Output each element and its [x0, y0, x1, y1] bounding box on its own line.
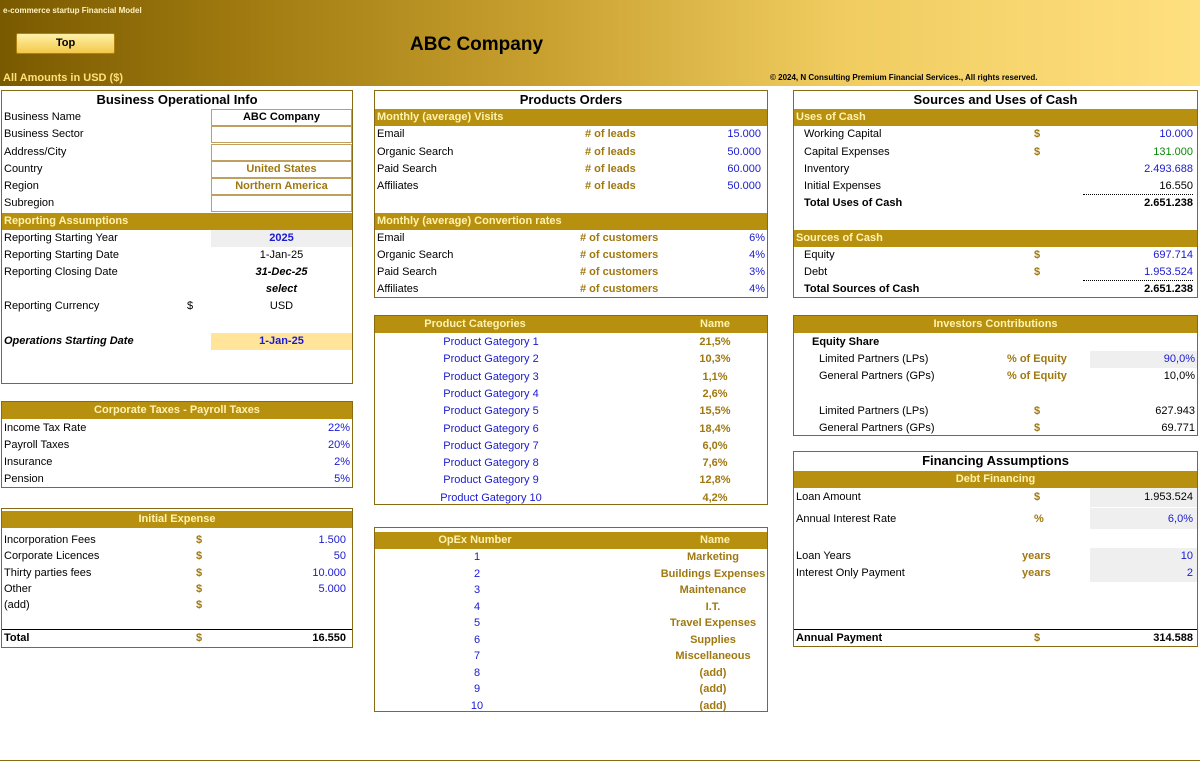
lp-share-unit: % of Equity	[1007, 353, 1067, 365]
total-symbol: $	[196, 632, 203, 644]
gp-amount-value: 69.771	[1161, 422, 1195, 434]
total-uses-label: Total Uses of Cash	[804, 197, 903, 209]
category-name[interactable]: Product Gategory 4	[443, 387, 539, 400]
opex-name[interactable]: Marketing	[687, 551, 739, 563]
visits-affiliates-label: Affiliates	[377, 180, 419, 192]
interest-rate-label: Annual Interest Rate	[796, 513, 897, 525]
business-sector-label: Business Sector	[4, 128, 84, 140]
lp-amount-label: Limited Partners (LPs)	[819, 405, 929, 417]
products-orders-title: Products Orders	[519, 92, 623, 107]
opex-header	[375, 532, 767, 549]
interest-rate-value: 6,0%	[1167, 513, 1193, 525]
conv-affiliates-label: Affiliates	[377, 283, 419, 295]
category-name[interactable]: Product Gategory 5	[443, 405, 539, 418]
opex-col-header: OpEx Number	[438, 534, 512, 546]
country-value: United States	[246, 163, 317, 175]
opex-number: 4	[473, 600, 481, 613]
uses-bar: Uses of Cash	[794, 109, 1197, 126]
initial-expenses-label: Initial Expenses	[804, 180, 882, 192]
opex-name[interactable]: Miscellaneous	[675, 650, 751, 662]
taxes-panel	[1, 401, 353, 488]
interest-only-value: 2	[1186, 567, 1193, 579]
financing-panel	[793, 451, 1198, 647]
opex-name[interactable]: (add)	[699, 699, 727, 712]
total-value: 16.550	[312, 632, 346, 644]
reporting-currency-value: USD	[269, 300, 294, 312]
product-categories-panel	[374, 315, 768, 505]
loan-amount-unit: $	[1034, 491, 1041, 503]
incorporation-fees-value[interactable]: 1.500	[318, 534, 346, 546]
categories-header	[375, 316, 767, 333]
country-label: Country	[4, 163, 43, 175]
conv-paid-unit: # of customers	[580, 266, 659, 278]
opex-number: 5	[473, 617, 481, 629]
visits-paid-unit: # of leads	[585, 163, 636, 175]
debt-label: Debt	[804, 266, 828, 278]
insurance-value[interactable]: 2%	[334, 456, 350, 468]
category-name[interactable]: Product Gategory 10	[440, 491, 542, 504]
top-button[interactable]: Top	[16, 33, 115, 54]
reporting-start-label: Reporting Starting Date	[4, 249, 119, 261]
gp-share-value: 10,0%	[1163, 370, 1195, 382]
company-title: ABC Company	[410, 34, 544, 55]
total-label: Total	[4, 632, 30, 644]
equity-label: Equity	[804, 249, 835, 261]
debt-symbol: $	[1034, 266, 1041, 278]
reporting-year-value: 2025	[269, 232, 294, 244]
reporting-year-label: Reporting Starting Year	[4, 232, 118, 244]
business-name-label: Business Name	[4, 111, 82, 123]
equity-share-label: Equity Share	[812, 336, 880, 348]
debt-value: 1.953.524	[1083, 264, 1193, 281]
opex-name-header: Name	[700, 534, 730, 546]
operations-start-label: Operations Starting Date	[4, 335, 134, 347]
category-share: 4,2%	[702, 491, 728, 504]
currency-symbol: $	[187, 300, 194, 312]
conv-organic-unit: # of customers	[580, 249, 659, 261]
sources-uses-title: Sources and Uses of Cash	[913, 92, 1078, 107]
add-expense-label: (add)	[4, 599, 30, 611]
conv-email-value[interactable]: 6%	[749, 232, 765, 244]
currency-note: All Amounts in USD ($)	[3, 72, 123, 84]
initial-expense-panel	[1, 508, 353, 648]
category-share: 15,5%	[699, 405, 731, 418]
income-tax-label: Income Tax Rate	[4, 422, 87, 434]
financing-title: Financing Assumptions	[922, 453, 1069, 468]
investors-title: Investors Contributions	[794, 316, 1197, 333]
category-name[interactable]: Product Gategory 9	[443, 474, 539, 487]
category-share: 1,1%	[702, 370, 728, 383]
app-title: e-commerce startup Financial Model	[3, 6, 142, 15]
income-tax-value[interactable]: 22%	[327, 422, 350, 434]
equity-symbol: $	[1034, 249, 1041, 261]
lp-amount-value: 627.943	[1155, 405, 1195, 417]
business-info-panel	[1, 90, 353, 384]
region-value: Northern America	[235, 180, 328, 192]
opex-name[interactable]: (add)	[699, 666, 727, 679]
visits-email-unit: # of leads	[585, 128, 636, 140]
subregion-label: Subregion	[4, 197, 55, 209]
capital-expenses-label: Capital Expenses	[804, 146, 890, 158]
third-party-fees-symbol: $	[196, 567, 203, 579]
capital-expenses-symbol: $	[1034, 146, 1041, 158]
business-sector-value	[211, 126, 352, 143]
opex-name[interactable]: Buildings Expenses	[660, 567, 766, 580]
business-name-value: ABC Company	[242, 111, 320, 123]
annual-payment-unit: $	[1034, 632, 1041, 644]
category-share: 6,0%	[702, 439, 728, 452]
conv-organic-value[interactable]: 4%	[749, 249, 765, 261]
sources-uses-panel	[793, 90, 1198, 298]
corporate-licences-symbol: $	[196, 550, 203, 562]
investors-panel	[793, 315, 1198, 436]
total-separator	[2, 629, 352, 630]
visits-paid-value[interactable]: 60.000	[727, 163, 761, 175]
sources-bar: Sources of Cash	[794, 230, 1197, 247]
category-name[interactable]: Product Gategory 6	[443, 422, 539, 435]
taxes-title: Corporate Taxes - Payroll Taxes	[2, 402, 352, 419]
conversion-bar: Monthly (average) Convertion rates	[375, 213, 767, 230]
visits-email-label: Email	[377, 128, 405, 140]
reporting-currency-label: Reporting Currency	[4, 300, 100, 312]
total-sources-label: Total Sources of Cash	[804, 283, 920, 295]
lp-share-label: Limited Partners (LPs)	[819, 353, 929, 365]
conv-affiliates-value[interactable]: 4%	[749, 283, 765, 295]
visits-organic-unit: # of leads	[585, 146, 636, 158]
visits-organic-value[interactable]: 50.000	[727, 146, 761, 158]
initial-expenses-value: 16.550	[1083, 178, 1193, 195]
conv-email-label: Email	[377, 232, 405, 244]
corporate-licences-value[interactable]: 50	[333, 550, 346, 562]
opex-number: 7	[473, 650, 481, 662]
initial-expense-title: Initial Expense	[2, 511, 352, 528]
incorporation-fees-symbol: $	[196, 534, 203, 546]
copyright-text: © 2024, N Consulting Premium Financial Services., All rights reserved.	[770, 73, 1038, 82]
incorporation-fees-label: Incorporation Fees	[4, 534, 96, 546]
category-share: 10,3%	[699, 353, 731, 366]
category-share: 12,8%	[699, 474, 731, 487]
operations-start-value: 1-Jan-25	[259, 335, 304, 347]
loan-years-unit: years	[1022, 550, 1051, 562]
opex-name[interactable]: (add)	[699, 683, 727, 695]
interest-only-label: Interest Only Payment	[796, 567, 905, 579]
capital-expenses-value: 131.000	[1153, 146, 1193, 158]
header-banner	[0, 0, 1200, 86]
other-expense-label: Other	[4, 583, 32, 595]
address-value	[211, 144, 352, 161]
subregion-value	[211, 195, 352, 212]
bottom-border	[0, 760, 1200, 761]
categories-col-header: Product Categories	[424, 318, 526, 330]
third-party-fees-value[interactable]: 10.000	[312, 567, 346, 579]
category-share: 2,6%	[702, 387, 728, 400]
address-label: Address/City	[4, 146, 67, 158]
pension-label: Pension	[4, 473, 44, 485]
pension-value[interactable]: 5%	[334, 473, 350, 485]
conv-affiliates-unit: # of customers	[580, 283, 659, 295]
inventory-value: 2.493.688	[1144, 163, 1193, 175]
interest-only-unit: years	[1022, 567, 1051, 579]
debt-financing-bar: Debt Financing	[794, 471, 1197, 488]
gp-share-unit: % of Equity	[1007, 370, 1067, 382]
category-share: 7,6%	[702, 457, 728, 470]
payroll-tax-value[interactable]: 20%	[327, 439, 350, 451]
opex-number: 3	[473, 584, 481, 596]
products-orders-panel	[374, 90, 768, 298]
annual-payment-label: Annual Payment	[796, 632, 883, 644]
opex-name[interactable]: Travel Expenses	[669, 617, 757, 629]
loan-amount-value: 1.953.524	[1144, 491, 1193, 503]
visits-bar: Monthly (average) Visits	[375, 109, 767, 126]
region-label: Region	[4, 180, 39, 192]
reporting-close-value: 31-Dec-25	[255, 266, 308, 278]
conv-email-unit: # of customers	[580, 232, 659, 244]
reporting-close-label: Reporting Closing Date	[4, 266, 118, 278]
reporting-start-value: 1-Jan-25	[259, 249, 304, 261]
gp-share-label: General Partners (GPs)	[819, 370, 935, 382]
category-share: 21,5%	[699, 336, 731, 348]
other-expense-symbol: $	[196, 583, 203, 595]
working-capital-value[interactable]: 10.000	[1159, 128, 1193, 140]
gp-amount-label: General Partners (GPs)	[819, 422, 935, 434]
visits-paid-label: Paid Search	[377, 163, 437, 175]
category-name[interactable]: Product Gategory 2	[443, 353, 539, 366]
gp-amount-unit: $	[1034, 422, 1041, 434]
opex-name[interactable]: Maintenance	[679, 584, 747, 596]
total-uses-value: 2.651.238	[1144, 197, 1193, 209]
annual-payment-value: 314.588	[1153, 632, 1193, 644]
opex-number: 1	[473, 551, 481, 563]
visits-organic-label: Organic Search	[377, 146, 454, 158]
category-share: 18,4%	[699, 422, 731, 435]
category-name[interactable]: Product Gategory 8	[443, 457, 539, 470]
conv-paid-value[interactable]: 3%	[749, 266, 765, 278]
category-name[interactable]: Product Gategory 3	[443, 370, 539, 383]
opex-name[interactable]: Supplies	[690, 633, 736, 646]
payroll-tax-label: Payroll Taxes	[4, 439, 70, 451]
opex-number: 2	[473, 567, 481, 580]
interest-only-cell[interactable]	[1090, 565, 1197, 582]
opex-number: 10	[470, 699, 484, 712]
opex-number: 6	[473, 633, 481, 646]
select-dropdown[interactable]: select	[265, 283, 298, 295]
visits-email-value[interactable]: 15.000	[727, 128, 761, 140]
loan-amount-label: Loan Amount	[796, 491, 861, 503]
category-name[interactable]: Product Gategory 7	[443, 439, 539, 452]
lp-share-value: 90,0%	[1163, 353, 1195, 365]
conv-organic-label: Organic Search	[377, 249, 454, 261]
insurance-label: Insurance	[4, 456, 53, 468]
reporting-assumptions-bar: Reporting Assumptions	[2, 213, 352, 230]
add-expense-symbol: $	[196, 599, 203, 611]
opex-panel	[374, 527, 768, 712]
other-expense-value[interactable]: 5.000	[318, 583, 346, 595]
equity-value: 697.714	[1153, 249, 1193, 261]
categories-name-header: Name	[700, 318, 730, 330]
business-info-title: Business Operational Info	[96, 92, 258, 107]
interest-rate-unit: %	[1034, 513, 1044, 525]
working-capital-symbol: $	[1034, 128, 1041, 140]
corporate-licences-label: Corporate Licences	[4, 550, 100, 562]
opex-number: 9	[473, 683, 481, 695]
conv-paid-label: Paid Search	[377, 266, 437, 278]
lp-amount-unit: $	[1034, 405, 1041, 417]
category-name[interactable]: Product Gategory 1	[443, 336, 539, 348]
loan-years-label: Loan Years	[796, 550, 852, 562]
opex-number: 8	[473, 666, 481, 679]
working-capital-label: Working Capital	[804, 128, 882, 140]
third-party-fees-label: Thirty parties fees	[4, 567, 92, 579]
opex-name[interactable]: I.T.	[705, 600, 721, 613]
total-sources-value: 2.651.238	[1144, 283, 1193, 295]
inventory-label: Inventory	[804, 163, 850, 175]
loan-years-value: 10	[1180, 550, 1193, 562]
visits-affiliates-value[interactable]: 50.000	[727, 180, 761, 192]
visits-affiliates-unit: # of leads	[585, 180, 636, 192]
